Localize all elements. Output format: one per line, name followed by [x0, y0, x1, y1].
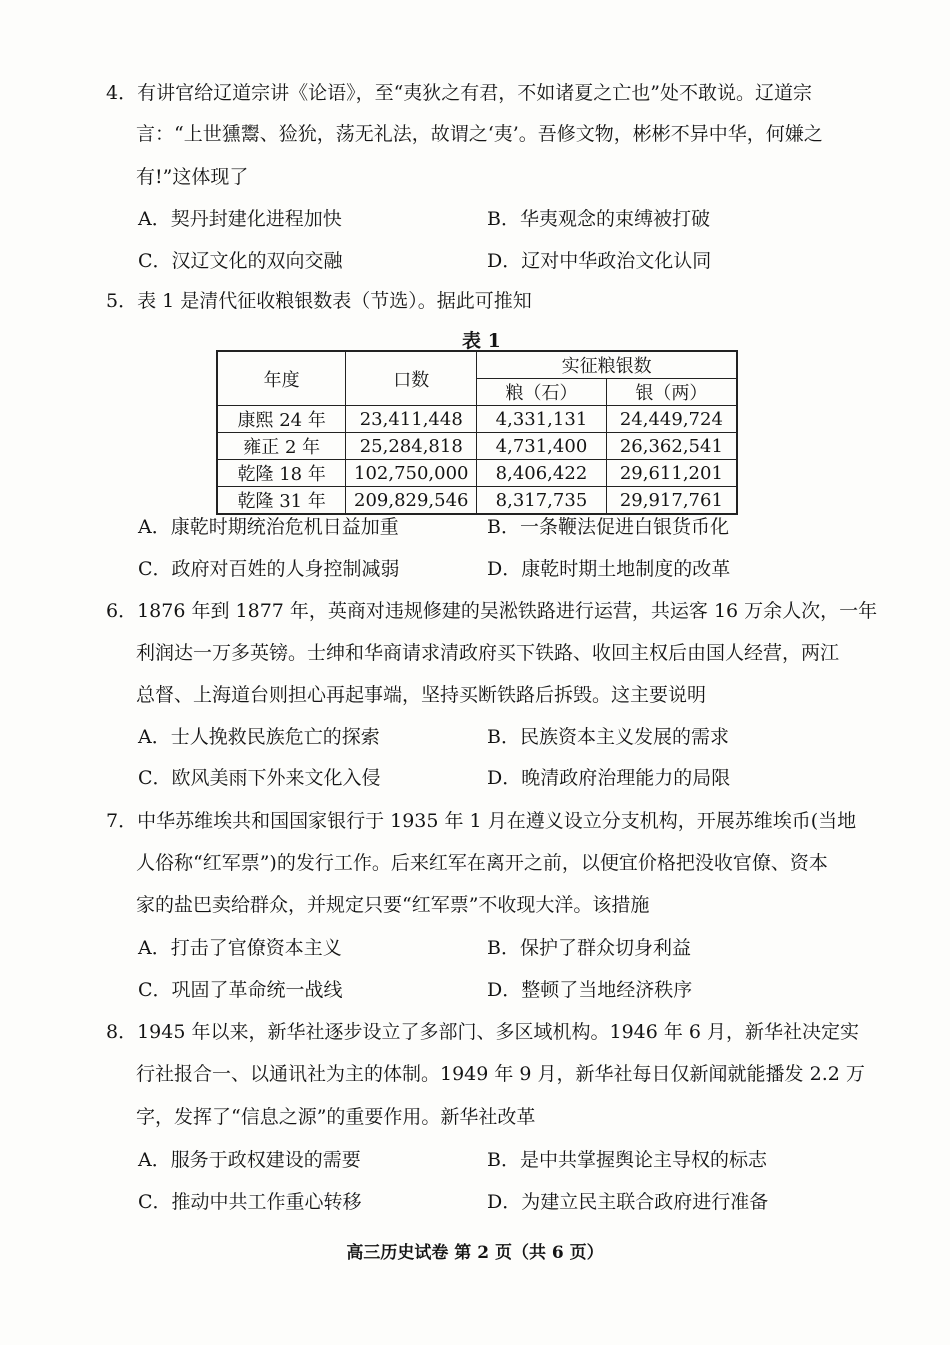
question-5-option-d[interactable]: D．康乾时期土地制度的改革 [487, 558, 731, 580]
question-4-stem-line-1: 4．有讲官给辽道宗讲《论语》，至“夷狄之有君，不如诸夏之亡也”处不敢说。辽道宗 [106, 82, 813, 104]
table-cell-grain: 8,406,422 [477, 460, 607, 487]
table-row [217, 433, 737, 460]
table-cell-year: 雍正 2 年 [217, 433, 346, 460]
question-4-option-d[interactable]: D．辽对中华政治文化认同 [487, 250, 712, 272]
question-7-option-b[interactable]: B．保护了群众切身利益 [487, 937, 691, 959]
question-6-stem-line-1: 6．1876 年到 1877 年，英商对违规修建的吴淞铁路进行运营，共运客 16 万余人次，一年 [106, 600, 878, 622]
table-header-silver: 银（两） [606, 379, 737, 406]
question-7-stem-line-2: 人俗称“红军票”)的发行工作。后来红军在离开之前，以便宜价格把没收官僚、资本 [136, 852, 828, 874]
question-5-option-c[interactable]: C．政府对百姓的人身控制减弱 [138, 558, 400, 580]
table-cell-population: 102,750,000 [346, 460, 477, 487]
question-7-option-a[interactable]: A．打击了官僚资本主义 [138, 937, 342, 959]
question-8-stem-line-1: 8．1945 年以来，新华社逐步设立了多部门、多区域机构。1946 年 6 月，新华社决定实 [106, 1021, 860, 1043]
table-header-population: 口数 [346, 351, 477, 406]
table-header-grain: 粮（石） [477, 379, 607, 406]
question-8-option-a[interactable]: A．服务于政权建设的需要 [138, 1149, 361, 1171]
table-cell-year: 乾隆 18 年 [217, 460, 346, 487]
table-cell-population: 23,411,448 [346, 406, 477, 433]
question-8-option-c[interactable]: C．推动中共工作重心转移 [138, 1191, 362, 1213]
table-header-grain-silver: 实征粮银数 [477, 351, 737, 379]
table-row [217, 487, 737, 515]
question-8-stem-line-3: 字，发挥了“信息之源”的重要作用。新华社改革 [136, 1106, 536, 1128]
table-cell-grain: 8,317,735 [477, 487, 607, 515]
question-6-option-d[interactable]: D．晚清政府治理能力的局限 [487, 767, 731, 789]
table-row [217, 406, 737, 433]
question-4-option-a[interactable]: A．契丹封建化进程加快 [138, 208, 342, 230]
grain-silver-table [216, 350, 738, 515]
table-cell-grain: 4,331,131 [477, 406, 607, 433]
table-cell-silver: 29,611,201 [606, 460, 737, 487]
table-cell-population: 25,284,818 [346, 433, 477, 460]
table-cell-year: 乾隆 31 年 [217, 487, 346, 515]
page-footer: 高三历史试卷 第 2 页（共 6 页） [346, 1243, 604, 1263]
table-header-year: 年度 [217, 351, 346, 406]
question-4-option-c[interactable]: C．汉辽文化的双向交融 [138, 250, 343, 272]
question-7-option-c[interactable]: C．巩固了革命统一战线 [138, 979, 343, 1001]
question-7-option-d[interactable]: D．整顿了当地经济秩序 [487, 979, 693, 1001]
question-7-stem-line-3: 家的盐巴卖给群众，并规定只要“红军票”不收现大洋。该措施 [136, 894, 650, 916]
table-cell-silver: 29,917,761 [606, 487, 737, 515]
question-8-option-b[interactable]: B．是中共掌握舆论主导权的标志 [487, 1149, 767, 1171]
table-row [217, 460, 737, 487]
table-caption: 表 1 [462, 330, 501, 352]
table-cell-grain: 4,731,400 [477, 433, 607, 460]
question-7-stem-line-1: 7．中华苏维埃共和国国家银行于 1935 年 1 月在遵义设立分支机构，开展苏维埃币(当地 [106, 810, 857, 832]
question-4-option-b[interactable]: B．华夷观念的束缚被打破 [487, 208, 710, 230]
question-5-option-a[interactable]: A．康乾时期统治危机日益加重 [138, 516, 399, 538]
question-6-stem-line-3: 总督、上海道台则担心再起事端，坚持买断铁路后拆毁。这主要说明 [136, 684, 707, 706]
question-5-stem-line-1: 5．表 1 是清代征收粮银数表（节选）。据此可推知 [106, 290, 532, 312]
table-cell-year: 康熙 24 年 [217, 406, 346, 433]
question-5-option-b[interactable]: B．一条鞭法促进白银货币化 [487, 516, 729, 538]
table-cell-silver: 26,362,541 [606, 433, 737, 460]
question-8-stem-line-2: 行社报合一、以通讯社为主的体制。1949 年 9 月，新华社每日仅新闻就能播发 2.2 万 [136, 1063, 865, 1085]
question-8-option-d[interactable]: D．为建立民主联合政府进行准备 [487, 1191, 769, 1213]
question-4-stem-line-3: 有!”这体现了 [136, 166, 249, 188]
table-cell-silver: 24,449,724 [606, 406, 737, 433]
question-6-stem-line-2: 利润达一万多英镑。士绅和华商请求清政府买下铁路、收回主权后由国人经营，两江 [136, 642, 840, 664]
question-6-option-c[interactable]: C．欧风美雨下外来文化入侵 [138, 767, 381, 789]
table-cell-population: 209,829,546 [346, 487, 477, 515]
question-4-stem-line-2: 言：“上世獯鬻、猃狁，荡无礼法，故谓之‘夷’。吾修文物，彬彬不异中华，何嫌之 [136, 123, 823, 145]
question-6-option-a[interactable]: A．士人挽救民族危亡的探索 [138, 726, 380, 748]
question-6-option-b[interactable]: B．民族资本主义发展的需求 [487, 726, 729, 748]
